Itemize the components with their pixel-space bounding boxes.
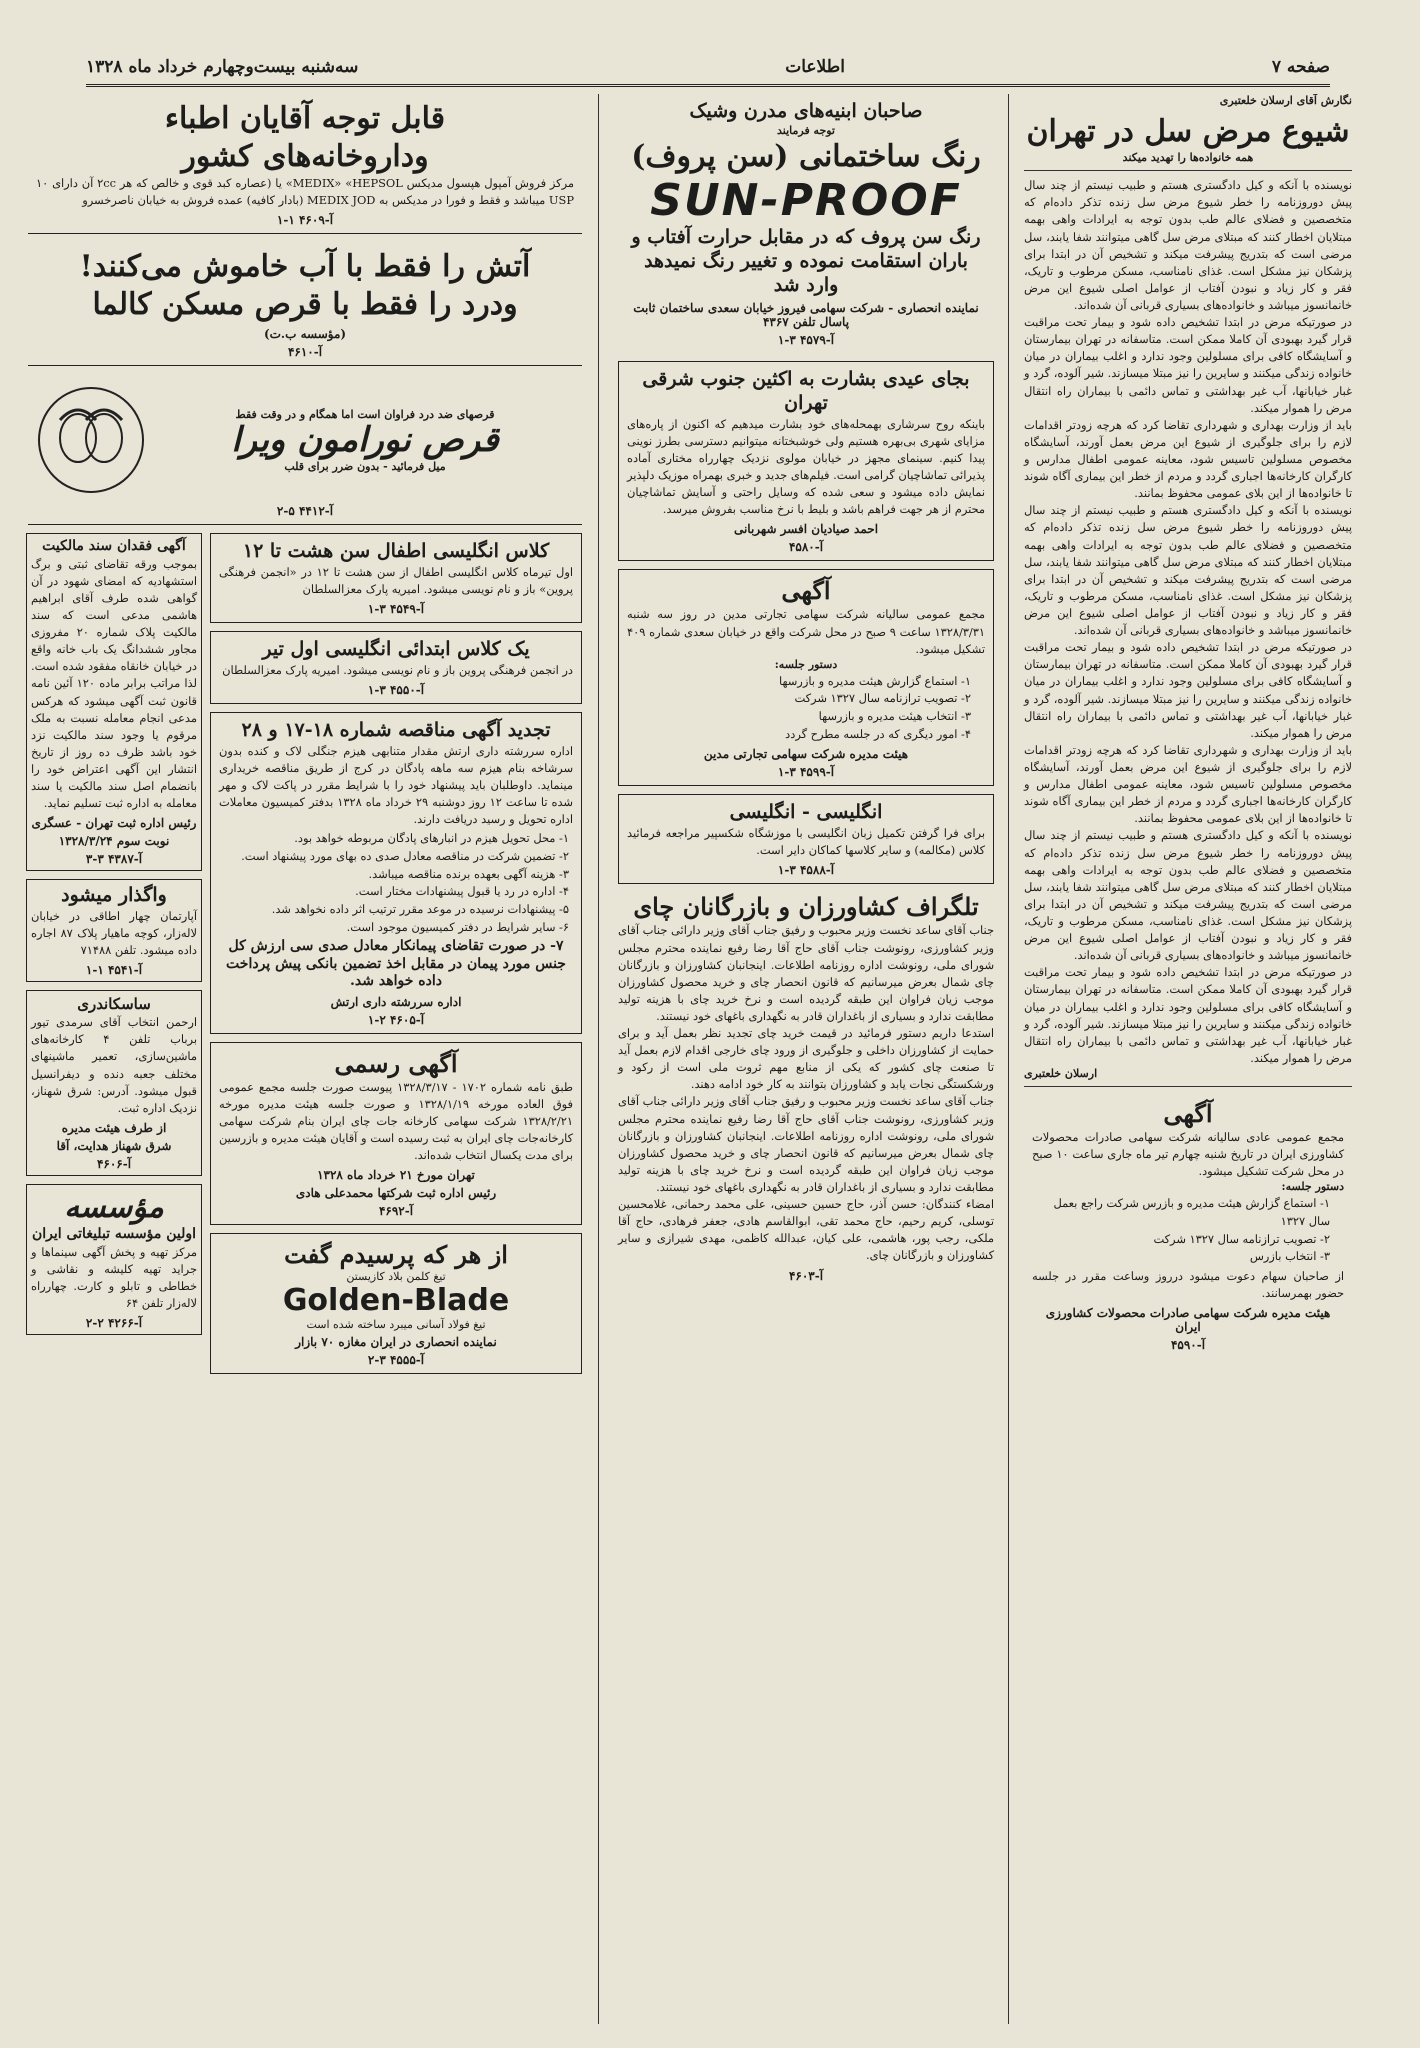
eng-title: انگلیسی - انگلیسی bbox=[729, 801, 883, 824]
paint-desc: رنگ سن پروف که در مقابل حرارت آفتاب و باران استقامت نموده و تغییر رنگ نمیدهد وارد شد bbox=[631, 226, 981, 296]
noramon-ad bbox=[28, 374, 582, 525]
telegram-article bbox=[618, 892, 994, 1282]
tender-ref: آ-۴۶۰۵ ۲-۱ bbox=[367, 1012, 425, 1027]
cinema-ad bbox=[618, 361, 994, 561]
blade-agent: نماینده انحصاری در ایران مغازه ۷۰ بازار bbox=[295, 1335, 497, 1350]
article-paragraph: باید از وزارت بهداری و شهرداری تقاضا کرد که هرچه زودتر اقدامات لازم را برای جلوگیری از شیوع این مرض بعمل آورند، آسایشگاه مخصوص مسلولین تاسیس شود، معاینه عمومی اطفال مدارس و کارگران کارخانه‌ها اجباری گردد و مردم از خطر این بیماری آگاه شوند تا خانواده‌ها از این بلای عمومی محفوظ بمانند. bbox=[1024, 742, 1352, 826]
tender-bold: ۷- در صورت تقاضای پیمانکار معادل صدی سی ارزش کل جنس مورد پیمان در مقابل اخذ تضمین بانکی پیش پرداخت داده خواهد شد. bbox=[226, 938, 566, 990]
reporter: نگارش آقای ارسلان خلعتبری bbox=[1219, 94, 1352, 107]
cinema-signature: احمد صیادیان افسر شهربانی bbox=[733, 522, 879, 537]
english-school-ad bbox=[618, 794, 994, 884]
agenda-item: ۱- استماع گزارش هیئت مدیره و بازرس شرکت راجع بعمل سال ۱۳۲۷ bbox=[1053, 1196, 1330, 1228]
official-body: طبق نامه شماره ۱۷۰۲ - ۱۳۲۸/۳/۱۷ پیوست صورت جلسه مجمع عمومی فوق العاده مورخه ۱۳۲۸/۱/۱۹ و صورت جلسه هیئت مدیره مورخه ۱۳۲۸/۲/۲۱ شرکت سهامی کارخانه جات چای ایران بنام شرکت سهامی کارخانه‌جات چای ایران به ثبت رسیده است و آقایان هیئت مدیره و بازرسین برای مدت یکسال انتخاب شده‌اند. bbox=[219, 1079, 573, 1163]
paint-top2: توجه فرمایند bbox=[777, 123, 835, 137]
faces-illustration-icon bbox=[36, 380, 146, 500]
class1-title: کلاس انگلیسی اطفال سن هشت تا ۱۲ bbox=[242, 540, 550, 563]
shareholders-notice bbox=[1024, 1093, 1352, 1358]
pill-top: قرصهای ضد درد فراوان است اما همگام و در وقت فقط bbox=[235, 407, 495, 421]
issue-date: سه‌شنبه بیست‌وچهارم خرداد ماه ۱۳۲۸ bbox=[86, 57, 359, 77]
agahi-body: مجمع عمومی سالیانه شرکت سهامی تجارتی مدین در روز سه شنبه ۱۳۲۸/۳/۳۱ ساعت ۹ صبح در محل شرکت واقع در خیابان سعدی شماره ۴۰۹ تشکیل میشود. bbox=[627, 607, 985, 656]
agenda-item: ۲- تصویب ترازنامه سال ۱۳۲۷ شرکت bbox=[794, 691, 971, 706]
paint-agent: نماینده انحصاری - شرکت سهامی فیروز خیابان سعدی ساختمان ثابت پاسال تلفن ۴۳۶۷ bbox=[633, 301, 979, 330]
agahi-signature: هیئت مدیره شرکت سهامی تجارتی مدین bbox=[703, 747, 909, 762]
masthead bbox=[86, 50, 1330, 87]
notice-footer: از صاحبان سهام دعوت میشود درروز وساعت مقرر در جلسه حضور بهمرسانند. bbox=[1032, 1268, 1344, 1301]
workshop-ad bbox=[26, 990, 202, 1175]
paint-top: صاحبان ابنیه‌های مدرن وشیک bbox=[689, 100, 923, 122]
official-title: آگهی رسمی bbox=[334, 1048, 458, 1078]
loss-signature: رئیس اداره ثبت تهران - عسگری bbox=[31, 816, 197, 831]
agahi-agenda-title: دستور جلسه: bbox=[774, 657, 838, 671]
column-rule bbox=[1008, 94, 1009, 2024]
center-column bbox=[610, 94, 1002, 2024]
primary-english-class-ad bbox=[210, 631, 582, 704]
article-paragraph: باید از وزارت بهداری و شهرداری تقاضا کرد که هرچه زودتر اقدامات لازم را برای جلوگیری از شیوع این مرض بعمل آورند، آسایشگاه مخصوص مسلولین تاسیس شود، معاینه عمومی اطفال مدارس و کارگران کارخانه‌ها اجباری گردد و مردم از خطر این بیماری آگاه شوند تا خانواده‌ها از این بلای عمومی محفوظ بمانند. bbox=[1024, 417, 1352, 501]
notice-ref: آ-۴۵۹۰ bbox=[1170, 1338, 1206, 1353]
tel-paragraph: امضاء کنندگان: حسن آذر، حاج حسین حسینی، علی محمد رحمانی، غلامحسین توسلی، کریم رحیم، حاج محمد تقی، ابوالقاسم هادی، جعفر فرهادی، حاج آقا ملکی، رجب پور، هاشمی، علی کیان، عبدالله کاظمی، مهدی شیرازی و سایر کشاورزان و بازرگانان چای. bbox=[618, 1197, 994, 1263]
article-title: شیوع مرض سل در تهران bbox=[1026, 114, 1350, 149]
pill-sub: میل فرمائید - بدون ضرر برای قلب bbox=[284, 459, 446, 473]
loss-date: نوبت سوم ۱۳۲۸/۳/۲۴ bbox=[58, 834, 170, 849]
blade-desc: تیغ فولاد آسانی میبرد ساخته شده است bbox=[306, 1318, 486, 1332]
agency-ref: آ-۴۲۶۶ ۲-۲ bbox=[85, 1316, 143, 1331]
tel-paragraph: استدعا داریم دستور فرمائید در قیمت خرید چای تجدید نظر بعمل آید و برای حمایت از کشاورزان داخلی و جلوگیری از ورود چای خارجی اقدام لازم بعمل آید تا صنعت چای کشور که یکی از منابع مهم ثروت ملی است از رکود و ورشکستگی نجات یابد و کشاورزان بتوانند به کار خود ادامه دهند. bbox=[618, 1026, 994, 1092]
car-body: ارحمن انتخاب آقای سرمدی تیور برباب تلفن ۴ کارخانه‌های ماشین‌سازی، تعمیر ماشینهای مختلف جعبه دنده و دیفرانسیل قبول میشود. آدرس: شرق شهناز، نزدیک اداره ثبت. bbox=[31, 1015, 197, 1115]
agenda-item: ۴- امور دیگری که در جلسه مطرح گردد bbox=[785, 726, 971, 741]
golden-blade-ad bbox=[210, 1233, 582, 1374]
blade-ref: آ-۴۵۵۵ ۳-۲ bbox=[367, 1353, 425, 1368]
official-signature: رئیس اداره ثبت شرکتها محمدعلی هادی bbox=[295, 1186, 497, 1201]
agahi-ref: آ-۴۵۹۹ ۳-۱ bbox=[777, 765, 835, 780]
doctor-ref: آ-۴۶۰۹ ۱-۱ bbox=[276, 213, 334, 228]
tender-item: ۱- محل تحویل هیزم در انبارهای پادگان مربوطه خواهد بود. bbox=[294, 831, 569, 846]
doctor-title: قابل توجه آقایان اطباء bbox=[164, 101, 446, 136]
left-column bbox=[20, 94, 590, 2024]
paint-ref: آ-۴۵۷۹ ۳-۱ bbox=[777, 333, 835, 348]
tender-item: ۴- اداره در رد یا قبول پیشنهادات مختار است. bbox=[355, 884, 569, 899]
right-column bbox=[1016, 94, 1360, 2024]
kalma-title2: ودرد را فقط با قرص مسکن کالما bbox=[92, 286, 518, 322]
article-subtitle: همه خانواده‌ها را تهدید میکند bbox=[1122, 150, 1254, 164]
class2-ref: آ-۴۵۵۰ ۳-۱ bbox=[367, 683, 425, 698]
company-notice bbox=[618, 569, 994, 786]
loss-ref: آ-۴۳۸۷ ۳-۳ bbox=[85, 852, 143, 867]
rent-ref: آ-۴۵۴۱ ۱-۱ bbox=[85, 963, 143, 978]
agenda-item: ۲- تصویب ترازنامه سال ۱۳۲۷ شرکت bbox=[1153, 1231, 1330, 1246]
blade-brand: Golden-Blade bbox=[282, 1283, 510, 1319]
tender-body: اداره سررشته داری ارتش مقدار متنابهی هیزم جنگلی لاک و کنده بدون سرشاخه بنام هیزم سه ماهه پادگان در کرج از طریق مناقصه خریداری مینماید. داوطلبان باید پیشنهاد خود را با شرایط مقرر در پاکت لاک و مهر شده تا ساعت ۱۲ روز دوشنبه ۲۹ خرداد ماه ۱۳۲۸ بدفتر کمیسیون معاملات اداره تحویل و رسید دریافت دارند. bbox=[219, 743, 573, 827]
tel-title: تلگراف کشاورزان و بازرگانان چای bbox=[633, 892, 979, 922]
blade-title: از هر که پرسیدم گفت bbox=[284, 1240, 508, 1270]
tender-item: ۲- تضمین شرکت در مناقصه معادل صدی ده بهای مورد پیشنهاد است. bbox=[241, 849, 569, 864]
advertising-agency-ad bbox=[26, 1184, 202, 1335]
article-paragraph: در صورتیکه مرض در ابتدا تشخیص داده شود و بیمار تحت مراقبت قرار گیرد بهبودی آن کاملا ممکن است. متاسفانه در تهران بیمارستان و آسایشگاه کافی برای مسلولین وجود ندارد و اغلب بیماران در میان خانواده زندگی میکنند و سایرین را نیز مبتلا میسازند. شیر آلوده، گرد و غبار خیابانها، آب غیر بهداشتی و تماس دائمی با بیماران راه انتقال مرض را هموار میکند. bbox=[1024, 640, 1352, 740]
tender-item: ۶- سایر شرایط در دفتر کمیسیون موجود است. bbox=[346, 919, 569, 934]
column-rule bbox=[598, 94, 599, 2024]
eng-ref: آ-۴۵۸۸ ۳-۱ bbox=[777, 863, 835, 878]
rent-title: واگذار میشود bbox=[61, 884, 167, 907]
agency-body: مرکز تهیه و پخش آگهی سینماها و جراید تهیه کلیشه و نقاشی و خطاطی و تابلو و کارت. چهارراه لاله‌زار تلفن ۶۴ bbox=[31, 1244, 197, 1311]
blade-sub: تیغ کلمن بلاد کازیستن bbox=[346, 1270, 446, 1284]
agenda-item: ۳- انتخاب هیئت مدیره و بازرسها bbox=[818, 709, 971, 724]
loss-title: آگهی فقدان سند مالکیت bbox=[42, 538, 186, 555]
page-number: صفحه ۷ bbox=[1271, 57, 1330, 77]
paint-brand: SUN-PROOF bbox=[650, 175, 962, 226]
tel-paragraph: جناب آقای ساعد نخست وزیر محبوب و رفیق جناب آقای وزیر دارائی جناب آقای وزیر کشاورزی، رونوشت جناب آقای حاج آقا رضا رفیع نماینده محترم مجلس شورای ملی، رونوشت اداره روزنامه اطلاعات. اینجانبان کشاورزان و بازرگانان چای شمال بعرض میرسانیم که قانون انحصار چای و خرید محصول کشاورزان موجب زیان فراوان این طبقه گردیده است و نرخ خرید چای با هزینه تولید مطابقت ندارد و بسیاری از باغداران قادر به نگهداری باغهای خود نیستند. bbox=[618, 1094, 994, 1195]
car-ref: آ-۴۶۰۶ bbox=[96, 1156, 132, 1171]
class1-ref: آ-۴۵۴۹ ۳-۱ bbox=[367, 602, 425, 617]
agenda-title: دستور جلسه: bbox=[1281, 1180, 1344, 1194]
class1-body: اول تیرماه کلاس انگلیسی اطفال از سن هشت تا ۱۲ در «انجمن فرهنگی پروین» باز و نام نویسی میشود. امیریه پارک معزالسلطان bbox=[219, 564, 573, 597]
narrow-column bbox=[26, 533, 202, 1382]
tender-item: ۵- پیشنهادات نرسیده در موعد مقرر ترتیب اثر داده نخواهد شد. bbox=[271, 902, 569, 917]
kalma-ad bbox=[28, 242, 582, 366]
cinema-body: باینکه روح سرشاری بهمحله‌های خود بشارت میدهیم که اکنون از پاره‌های مزایای شهری بی‌بهره هستیم ولی خوشبختانه میتوانیم دسترسی بطرز نوینی پیدا کنیم. سینمای مجهز در خیابان مولوی نزدیک چهارراه مختاری آماده پذیرائی تماشاچیان گرامی است. فیلم‌های جدید و خبری بهمراه موزیک دلپذیر نمایش داده میشود و سعی شده که وسایل راحتی و آسایش تماشاچیان محترم از هر جهت فراهم باشد و بلیط با نرخ مناسب بفروش میرسد. bbox=[627, 416, 985, 517]
rent-body: آپارتمان چهار اطاقی در خیابان لاله‌زار، کوچه ماهیار پلاک ۸۷ اجاره داده میشود. تلفن ۷۱۴۸۸ bbox=[31, 909, 197, 958]
doctors-ad bbox=[28, 94, 582, 234]
paint-ad bbox=[618, 94, 994, 353]
class2-title: یک کلاس ابتدائی انگلیسی اول تیر bbox=[262, 638, 530, 661]
tel-ref: آ-۴۶۰۳ bbox=[788, 1268, 824, 1283]
article-paragraph: نویسنده با آنکه و کیل دادگستری هستم و طبیب نیستم از چند سال پیش دوروزنامه را خطر شیوع مرض سل زنده تذکر داده‌ام که متخصصین و فضلای عالم طب بدون توجه به ایرادات واهی بهمه مبتلایان اخطار کنند که مبتلای مرض سل گاهی میتوانند شفا یابند، سل مرضی است که بتدریج پیشرفت میکند و تشخیص آن در ابتدا برای پزشکان نیز مشکل است. غذای نامناسب، مسکن مرطوب و تاریک، فقر و کار زیاد و نبودن آفتاب از عوامل اصلی شیوع این مرض خانمانسوز میباشد و خانواده‌های بسیاری قربانی آن شده‌اند. bbox=[1024, 178, 1352, 313]
article-paragraph: نویسنده با آنکه و کیل دادگستری هستم و طبیب نیستم از چند سال پیش دوروزنامه را خطر شیوع مرض سل زنده تذکر داده‌ام که متخصصین و فضلای عالم طب بدون توجه به ایرادات واهی بهمه مبتلایان اخطار کنند که مبتلای مرض سل گاهی میتوانند شفا یابند، سل مرضی است که بتدریج پیشرفت میکند و تشخیص آن در ابتدا برای پزشکان نیز مشکل است. غذای نامناسب، مسکن مرطوب و تاریک، فقر و کار زیاد و نبودن آفتاب از عوامل اصلی شیوع این مرض خانمانسوز میباشد و خانواده‌های بسیاری قربانی آن شده‌اند. bbox=[1024, 503, 1352, 638]
doctor-body: مرکز فروش آمپول هپسول مدیکس MEDIX» «HEPSOL» یا (عصاره کبد قوی و خالص که هر ۲cc آن دارای ۱۰ USP میباشد و فقط و فورا در مدیکس به MEDIX JOD (بادار کافیه) عمده فروش به خیابان ناصرخسرو bbox=[36, 176, 574, 208]
pill-name: قرص نورامون ویرا bbox=[231, 419, 499, 460]
agahi-title: آگهی bbox=[781, 576, 831, 606]
car-address: شرق شهناز هدایت، آقا bbox=[56, 1138, 172, 1153]
agenda-item: ۱- استماع گزارش هیئت مدیره و بازرسها bbox=[779, 673, 971, 688]
article-paragraph: در صورتیکه مرض در ابتدا تشخیص داده شود و بیمار تحت مراقبت قرار گیرد بهبودی آن کاملا ممکن است. متاسفانه در تهران بیمارستان و آسایشگاه کافی برای مسلولین وجود ندارد و اغلب بیماران در میان خانواده زندگی میکنند و سایرین را نیز مبتلا میسازند. شیر آلوده، گرد و غبار خیابانها، آب غیر بهداشتی و تماس دائمی با بیماران راه انتقال مرض را هموار میکند. bbox=[1024, 315, 1352, 415]
official-date: تهران مورخ ۲۱ خرداد ماه ۱۳۲۸ bbox=[317, 1168, 475, 1183]
doctor-title2: وداروخانه‌های کشور bbox=[181, 138, 429, 174]
article-signature: ارسلان خلعتبری bbox=[1024, 1066, 1098, 1080]
notice-body: مجمع عمومی عادی سالیانه شرکت سهامی صادرات محصولات کشاورزی ایران در تاریخ شنبه چهارم تیر ماه جاری ساعت ۱۰ صبح در محل شرکت تشکیل میشود. bbox=[1032, 1129, 1344, 1179]
notice-signature: هیئت مدیره شرکت سهامی صادرات محصولات کشاورزی ایران bbox=[1045, 1306, 1331, 1335]
paper-name: اطلاعات bbox=[785, 57, 845, 77]
notice-title: آگهی bbox=[1163, 1098, 1213, 1128]
loss-body: بموجب ورقه تقاضای ثبتی و برگ استشهادیه که امضای شهود در آن گواهی شده طرف آقای ابراهیم هاشمی مدعی است که سند مالکیت پلاک شماره ۲۰ مفروزی مجاور ششدانگ یک باب خانه واقع در خیابان خانقاه مفقود شده است. لذا مراتب برابر ماده ۱۲۰ آئین نامه قانون ثبت آگهی میشود که هرکس مدعی انجام معامله نسبت به ملک مرقوم یا وجود سند مالکیت نزد خود باشد ظرف ده روز از تاریخ انتشار این آگهی اعتراض خود را بانضمام اصل سند مالکیت یا سند معامله به اداره ثبت تسلیم نماید. bbox=[31, 556, 197, 811]
lost-deed-notice bbox=[26, 533, 202, 871]
official-ref: آ-۴۶۹۲ bbox=[378, 1204, 414, 1219]
official-notice bbox=[210, 1042, 582, 1226]
kalma-title: آتش را فقط با آب خاموش می‌کنند! bbox=[79, 249, 531, 285]
rent-ad bbox=[26, 879, 202, 982]
paint-title: رنگ ساختمانی (سن پروف) bbox=[631, 138, 981, 174]
tender-signature: اداره سررشته داری ارتش bbox=[330, 994, 462, 1009]
car-title: ساسکاندری bbox=[77, 995, 151, 1014]
cinema-ref: آ-۴۵۸۰ bbox=[788, 540, 824, 555]
kids-english-class-ad bbox=[210, 533, 582, 623]
agency-sub: اولین مؤسسه تبلیغاتی ایران bbox=[31, 1226, 197, 1243]
tel-paragraph: جناب آقای ساعد نخست وزیر محبوب و رفیق جناب آقای وزیر دارائی جناب آقای وزیر کشاورزی، رونوشت جناب آقای حاج آقا رضا رفیع نماینده محترم مجلس شورای ملی، رونوشت اداره روزنامه اطلاعات. اینجانبان کشاورزان و بازرگانان چای شمال بعرض میرسانیم که قانون انحصار چای و خرید محصول کشاورزان موجب زیان فراوان این طبقه گردیده است و نرخ خرید چای با هزینه تولید مطابقت ندارد و بسیاری از باغداران قادر به نگهداری باغهای خود نیستند. bbox=[618, 923, 994, 1023]
kalma-ref: آ-۴۶۱۰ bbox=[287, 345, 323, 360]
eng-body: برای فرا گرفتن تکمیل زبان انگلیسی با موزشگاه شکسپیر مراجعه فرمائید کلاس (مکالمه) و سایر کلاسها کماکان دایر است. bbox=[627, 826, 985, 858]
car-signature: از طرف هیئت مدیره bbox=[61, 1120, 167, 1135]
agenda-item: ۳- انتخاب بازرس bbox=[1249, 1249, 1330, 1264]
class2-body: در انجمن فرهنگی پروین باز و نام نویسی میشود. امیریه پارک معزالسلطان bbox=[222, 662, 573, 677]
article-paragraph: نویسنده با آنکه و کیل دادگستری هستم و طبیب نیستم از چند سال پیش دوروزنامه را خطر شیوع مرض سل زنده تذکر داده‌ام که متخصصین و فضلای عالم طب بدون توجه به ایرادات واهی بهمه مبتلایان اخطار کنند که مبتلای مرض سل گاهی میتوانند شفا یابند، سل مرضی است که بتدریج پیشرفت میکند و تشخیص آن در ابتدا برای پزشکان نیز مشکل است. غذای نامناسب، مسکن مرطوب و تاریک، فقر و کار زیاد و نبودن آفتاب از عوامل اصلی شیوع این مرض خانمانسوز میباشد و خانواده‌های بسیاری قربانی آن شده‌اند. bbox=[1024, 828, 1352, 963]
cinema-title: بجای عیدی بشارت به اکثین جنوب شرقی تهران bbox=[642, 368, 970, 414]
article-paragraph: در صورتیکه مرض در ابتدا تشخیص داده شود و بیمار تحت مراقبت قرار گیرد بهبودی آن کاملا ممکن است. متاسفانه در تهران بیمارستان و آسایشگاه کافی برای مسلولین وجود ندارد و اغلب بیماران در میان خانواده زندگی میکنند و سایرین را نیز مبتلا میسازند. شیر آلوده، گرد و غبار خیابانها، آب غیر بهداشتی و تماس دائمی با بیماران راه انتقال مرض را هموار میکند. bbox=[1024, 965, 1352, 1065]
tender-notice bbox=[210, 712, 582, 1034]
kalma-company: (مؤسسه ب.ت) bbox=[263, 327, 347, 342]
pill-ref: آ-۴۴۱۲ ۵-۲ bbox=[276, 504, 334, 519]
tender-item: ۳- هزینه آگهی بعهده برنده مناقصه میباشد. bbox=[368, 866, 569, 881]
tender-title: تجدید آگهی مناقصه شماره ۱۸-۱۷ و ۲۸ bbox=[241, 719, 551, 742]
agency-title: مؤسسه bbox=[64, 1189, 164, 1225]
